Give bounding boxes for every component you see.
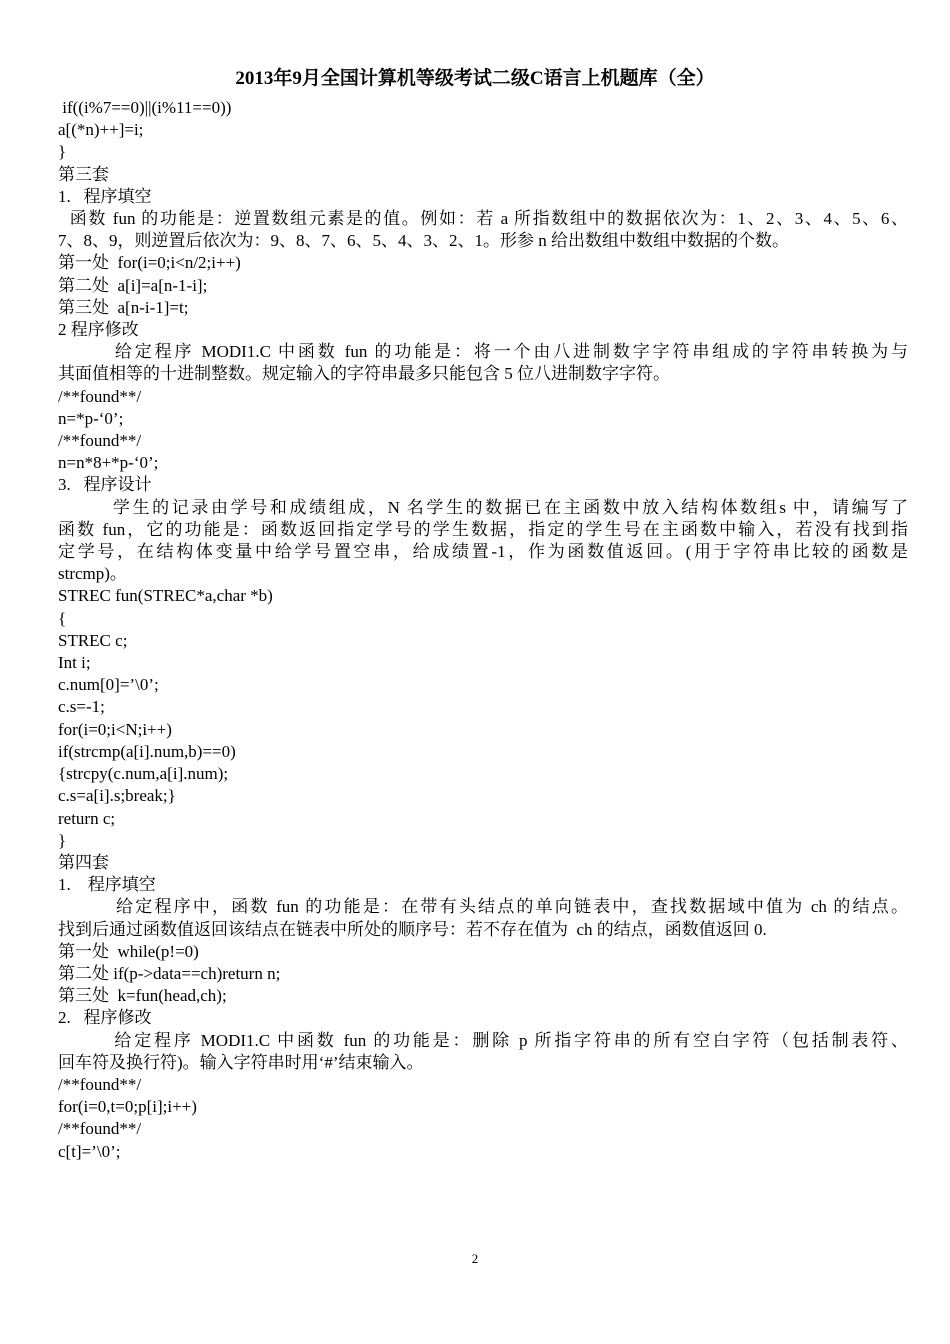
text-line: if((i%7==0)||(i%11==0)) [58, 98, 232, 117]
text-line: strcmp)。 [58, 564, 127, 584]
text-line: } [58, 830, 67, 850]
text-line: 第四套 [58, 852, 109, 872]
text-line: n=n*8+*p-‘0’; [58, 453, 159, 473]
text-line: 给定程序 MODI1.C 中函数 fun 的功能是：将一个由八进制数字字符串组成的字符串转换为与 [58, 342, 908, 362]
text-line: 3. 程序设计 [58, 475, 152, 495]
text-line: 1. 程序填空 [58, 875, 156, 895]
text-line: /**found**/ [58, 1119, 142, 1139]
text-line: 第一处 for(i=0;i<n/2;i++) [58, 253, 241, 273]
text-line: 2 程序修改 [58, 320, 139, 340]
text-line: c.s=a[i].s;break;} [58, 786, 176, 806]
text-line: 给定程序中，函数 fun 的功能是：在带有头结点的单向链表中，查找数据域中值为 ch 的结点。 [58, 897, 908, 917]
text-line: c[t]=’\0’; [58, 1141, 121, 1161]
text-line: 第三套 [58, 164, 109, 184]
document-title: 2013年9月全国计算机等级考试二级C语言上机题库（全） [235, 68, 715, 89]
text-line: 第一处 while(p!=0) [58, 941, 199, 961]
text-line: 2. 程序修改 [58, 1008, 152, 1028]
text-line: STREC fun(STREC*a,char *b) [58, 586, 273, 606]
text-line: { [58, 608, 67, 628]
text-line: /**found**/ [58, 386, 142, 406]
text-line: 1. 程序填空 [58, 186, 152, 206]
document-body [58, 97, 908, 1163]
text-line: for(i=0,t=0;p[i];i++) [58, 1097, 197, 1117]
text-line: 第二处 a[i]=a[n-1-i]; [58, 275, 208, 295]
text-line: 回车符及换行符)。输入字符串时用‘#’结束输入。 [58, 1052, 424, 1072]
text-line: 第三处 a[n-i-1]=t; [58, 297, 189, 317]
text-line: 函数 fun，它的功能是：函数返回指定学号的学生数据，指定的学生号在主函数中输入，若没有找到指 [58, 519, 908, 539]
text-line: /**found**/ [58, 431, 142, 451]
text-line: c.num[0]=’\0’; [58, 675, 159, 695]
text-line: c.s=-1; [58, 697, 105, 717]
text-line: 7、8、9，则逆置后依次为：9、8、7、6、5、4、3、2、1。形参 n 给出数组中数组中数据的个数。 [58, 231, 789, 251]
text-line: STREC c; [58, 630, 128, 650]
text-line: Int i; [58, 653, 91, 673]
text-line: 找到后通过函数值返回该结点在链表中所处的顺序号：若不存在值为 ch 的结点，函数值返回 0. [58, 919, 767, 939]
text-line: /**found**/ [58, 1074, 142, 1094]
text-line: a[(*n)++]=i; [58, 120, 144, 140]
text-line: for(i=0;i<N;i++) [58, 719, 172, 739]
page-number: 2 [471, 1251, 479, 1266]
text-line: 第二处 if(p->data==ch)return n; [58, 963, 281, 983]
text-line: 其面值相等的十进制整数。规定输入的字符串最多只能包含 5 位八进制数字字符。 [58, 364, 670, 384]
text-line: 第三处 k=fun(head,ch); [58, 986, 227, 1006]
text-line: n=*p-‘0’; [58, 408, 124, 428]
text-line: 函数 fun 的功能是：逆置数组元素是的值。例如：若 a 所指数组中的数据依次为：1、2、3、4、5、6、 [58, 209, 908, 229]
text-line: 给定程序 MODI1.C 中函数 fun 的功能是：删除 p 所指字符串的所有空白字符（包括制表符、 [58, 1030, 908, 1050]
text-line: {strcpy(c.num,a[i].num); [58, 764, 229, 784]
text-line: return c; [58, 808, 116, 828]
text-line: if(strcmp(a[i].num,b)==0) [58, 741, 236, 761]
text-line: 定学号，在结构体变量中给学号置空串，给成绩置-1，作为函数值返回。(用于字符串比较的函数是 [58, 542, 908, 562]
text-line: } [58, 142, 67, 162]
text-line: 学生的记录由学号和成绩组成，N 名学生的数据已在主函数中放入结构体数组s 中，请编写了 [58, 497, 908, 517]
